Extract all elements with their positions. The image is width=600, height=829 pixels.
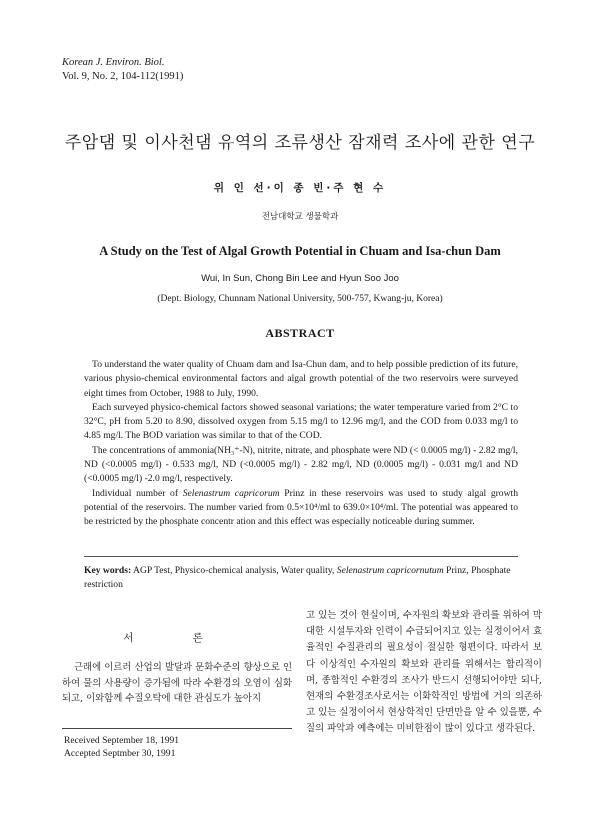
korean-title: 주암댐 및 이사천댐 유역의 조류생산 잠재력 조사에 관한 연구 bbox=[64, 133, 536, 153]
abstract-text: Individual number of bbox=[92, 487, 183, 499]
footnote-divider bbox=[62, 728, 292, 729]
english-affiliation: (Dept. Biology, Chunnam National University, 500-757, Kwang-ju, Korea) bbox=[157, 294, 443, 304]
intro-left-column bbox=[62, 660, 292, 707]
abstract-heading: ABSTRACT bbox=[265, 326, 335, 340]
journal-citation bbox=[62, 56, 183, 84]
keywords-label: Key words: bbox=[84, 565, 132, 576]
english-title: A Study on the Test of Algal Growth Potential in Chuam and Isa-chun Dam bbox=[99, 244, 501, 258]
keywords-text: Prinz, Phosphate restriction bbox=[84, 565, 511, 590]
abstract-paragraph: Each surveyed physico-chemical factors showed seasonal variations; the water temperature varied from 2°C to 32°C, pH from 5.20 to 8.90, dissolved oxygen from 5.15 mg/l to 12.96 mg/l, and the COD from 0.033 mg/l to 4.85 mg/l. The BOD variation was similar to that of the COD. bbox=[84, 401, 518, 442]
accepted-date: Accepted Septmber 30, 1991 bbox=[64, 748, 176, 759]
english-authors: Wui, In Sun, Chong Bin Lee and Hyun Soo Joo bbox=[201, 273, 399, 284]
abstract-paragraph: The concentrations of ammonia(NH₃⁺-N), nitrite, nitrate, and phosphate were ND (< 0.0005 mg/l) - 2.82 mg/l, ND (<0.0005 mg/l) - 0.533 mg/l, ND (<0.0005 mg/l) - 2.82 mg/l, ND (0.0005 mg/l) - 0.031 mg/l and ND (<0.0005 mg/l) -2.0 mg/l, respectively. bbox=[84, 444, 518, 485]
korean-authors: 위 인 선·이 종 빈·주 현 수 bbox=[213, 182, 387, 194]
intro-paragraph: 근래에 이르러 산업의 발달과 문화수준의 향상으로 인하여 물의 사용량이 증가됨에 따라 수환경의 오염이 심화되고, 이와함께 수질오탁에 대한 관심도가 높아지 bbox=[62, 662, 292, 704]
abstract-body bbox=[84, 358, 518, 530]
species-name: Selenastrum capricorum bbox=[182, 487, 280, 499]
abstract-paragraph bbox=[84, 487, 518, 530]
introduction-heading: 서 론 bbox=[123, 632, 231, 644]
journal-volume: Vol. 9, No. 2, 104-112(1991) bbox=[62, 71, 184, 82]
journal-name: Korean J. Environ. Biol. bbox=[62, 57, 165, 68]
keywords-species: Selenastrum capricornutum bbox=[336, 565, 444, 576]
received-dates bbox=[62, 734, 292, 760]
received-date: Received September 18, 1991 bbox=[64, 735, 180, 746]
keywords bbox=[84, 564, 518, 592]
korean-affiliation: 전남대학교 생물학과 bbox=[261, 212, 339, 222]
intro-paragraph: 고 있는 것이 현실이며, 수자원의 확보와 관리를 위하여 막대한 시설투자와 인력이 수급되어지고 있는 실정이어서 효율적인 수질관리의 필요성이 절실한 형편이다. 따라서 보다 이상적인 수자원의 확보와 관리를 위해서는 합리적이며, 종합적인 수환경의 조사가 반드시 선행되어야만 되나, 현재의 수환경조사로서는 이화학적인 방법에 거의 의존하고 있는 실정이어서 현상학적인 단면만을 알 수 있을뿐, 수질의 파악과 예측에는 미비한점이 많이 있다고 생각된다. bbox=[306, 610, 542, 735]
abstract-text: Prinz in these reservoirs was used to study algal growth potential of the reservoirs. The number varied from 0.5×10⁴/ml to 639.0×10⁴/ml. The potential was appeared to be restricted by the phosphate concentr ation and this effect was especially noticeable during summer. bbox=[84, 487, 518, 528]
keywords-divider bbox=[84, 556, 518, 557]
abstract-paragraph: To understand the water quality of Chuam dam and Isa-Chun dam, and to help possible prediction of its future, various physio-chemical environmental factors and algal growth potential of the two reservoirs were surveyed eight times from October, 1988 to July, 1990. bbox=[84, 359, 518, 399]
keywords-text: AGP Test, Physico-chemical analysis, Water quality, bbox=[131, 565, 337, 576]
intro-right-column bbox=[306, 608, 542, 738]
